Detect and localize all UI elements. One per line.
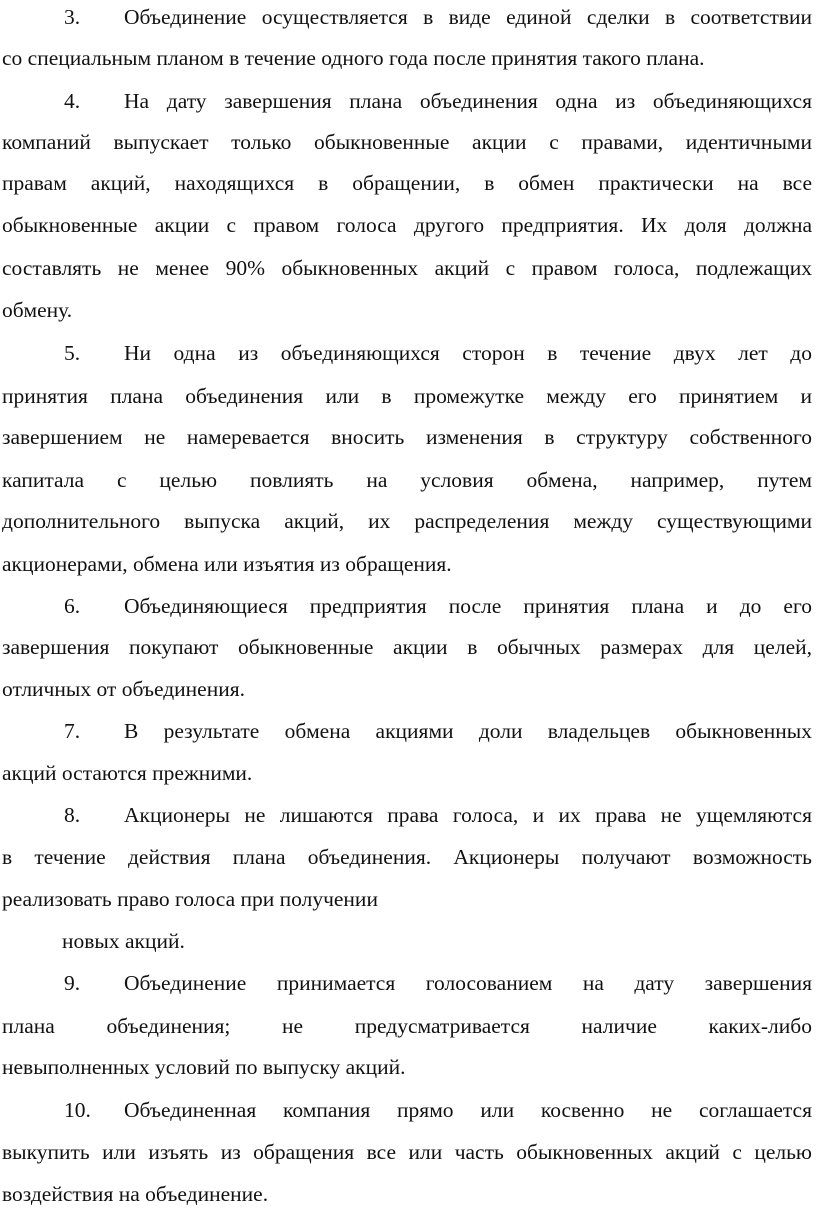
- paragraph-number: 5.: [64, 341, 81, 365]
- paragraph-number: 7.: [64, 719, 81, 743]
- paragraph-text: Объединение принимается голосованием на дату завершения: [124, 971, 812, 995]
- paragraph-4-line-1: [64, 86, 812, 116]
- paragraph-number: 4.: [64, 89, 81, 113]
- paragraph-text: дополнительного выпуска акций, их распределения между существующими: [2, 509, 812, 533]
- paragraph-6-line-2: [2, 632, 812, 662]
- paragraph-9-line-2: [2, 1011, 812, 1041]
- paragraph-5-line-1: [64, 338, 812, 368]
- paragraph-text: обыкновенные акции с правом голоса другого предприятия. Их доля должна: [2, 213, 812, 237]
- paragraph-3-line-1: [64, 2, 812, 32]
- paragraph-4-line-4: [2, 210, 812, 240]
- paragraph-number: 9.: [64, 971, 81, 995]
- paragraph-8-line-2: [2, 842, 812, 872]
- paragraph-text: в течение действия плана объединения. Акционеры получают возможность: [2, 845, 812, 869]
- paragraph-10-line-1: [64, 1095, 812, 1125]
- paragraph-text: капитала с целью повлиять на условия обмена, например, путем: [2, 468, 812, 492]
- paragraph-text: воздействия на объединение.: [2, 1182, 269, 1206]
- paragraph-text: Объединение осуществляется в виде единой сделки в соответствии: [124, 5, 812, 29]
- paragraph-text: отличных от объединения.: [2, 677, 245, 701]
- paragraph-text: составлять не менее 90% обыкновенных акций с правом голоса, подлежащих: [2, 256, 812, 280]
- paragraph-4-line-2: [2, 127, 812, 157]
- paragraph-text: компаний выпускает только обыкновенные акции с правами, идентичными: [2, 130, 812, 154]
- paragraph-8-line-4: [62, 926, 762, 956]
- paragraph-8-line-1: [64, 800, 812, 830]
- paragraph-6-line-3: [2, 674, 812, 704]
- paragraph-text: акций остаются прежними.: [2, 761, 253, 785]
- paragraph-text: акционерами, обмена или изъятия из обращения.: [2, 552, 452, 576]
- paragraph-5-line-3: [2, 422, 812, 452]
- paragraph-text: завершением не намеревается вносить изменения в структуру собственного: [2, 425, 812, 449]
- paragraph-text: Ни одна из объединяющихся сторон в течение двух лет до: [124, 341, 812, 365]
- paragraph-text: обмену.: [2, 298, 73, 322]
- paragraph-number: 8.: [64, 803, 81, 827]
- paragraph-7-line-2: [2, 758, 812, 788]
- paragraph-number: 10.: [64, 1098, 91, 1122]
- paragraph-number: 3.: [64, 5, 81, 29]
- paragraph-8-line-3: [2, 884, 812, 914]
- paragraph-4-line-6: [2, 295, 812, 325]
- paragraph-5-line-2: [2, 381, 812, 411]
- paragraph-4-line-3: [2, 168, 812, 198]
- paragraph-text: новых акций.: [62, 929, 185, 953]
- paragraph-text: Акционеры не лишаются права голоса, и их права не ущемляются: [124, 803, 812, 827]
- paragraph-6-line-1: [64, 591, 812, 621]
- paragraph-text: реализовать право голоса при получении: [2, 887, 378, 911]
- paragraph-9-line-3: [2, 1052, 812, 1082]
- paragraph-text: Объединяющиеся предприятия после принятия плана и до его: [124, 594, 812, 618]
- paragraph-3-line-2: [2, 43, 812, 73]
- paragraph-10-line-2: [2, 1137, 812, 1167]
- paragraph-text: со специальным планом в течение одного года после принятия такого плана.: [2, 46, 705, 70]
- paragraph-number: 6.: [64, 594, 81, 618]
- paragraph-text: На дату завершения плана объединения одна из объединяющихся: [124, 89, 812, 113]
- paragraph-text: принятия плана объединения или в промежутке между его принятием и: [2, 384, 812, 408]
- paragraph-5-line-4: [2, 465, 812, 495]
- paragraph-9-line-1: [64, 968, 812, 998]
- paragraph-text: Объединенная компания прямо или косвенно не соглашается: [124, 1098, 812, 1122]
- paragraph-text: плана объединения; не предусматривается наличие каких-либо: [2, 1014, 812, 1038]
- paragraph-text: правам акций, находящихся в обращении, в обмен практически на все: [2, 171, 812, 195]
- paragraph-5-line-5: [2, 506, 812, 536]
- paragraph-text: невыполненных условий по выпуску акций.: [2, 1055, 406, 1079]
- paragraph-5-line-6: [2, 549, 812, 579]
- paragraph-text: выкупить или изъять из обращения все или часть обыкновенных акций с целью: [2, 1140, 812, 1164]
- paragraph-text: завершения покупают обыкновенные акции в обычных размерах для целей,: [2, 635, 812, 659]
- paragraph-10-line-3: [2, 1179, 812, 1209]
- paragraph-4-line-5: [2, 253, 812, 283]
- paragraph-text: В результате обмена акциями доли владельцев обыкновенных: [124, 719, 812, 743]
- paragraph-7-line-1: [64, 716, 812, 746]
